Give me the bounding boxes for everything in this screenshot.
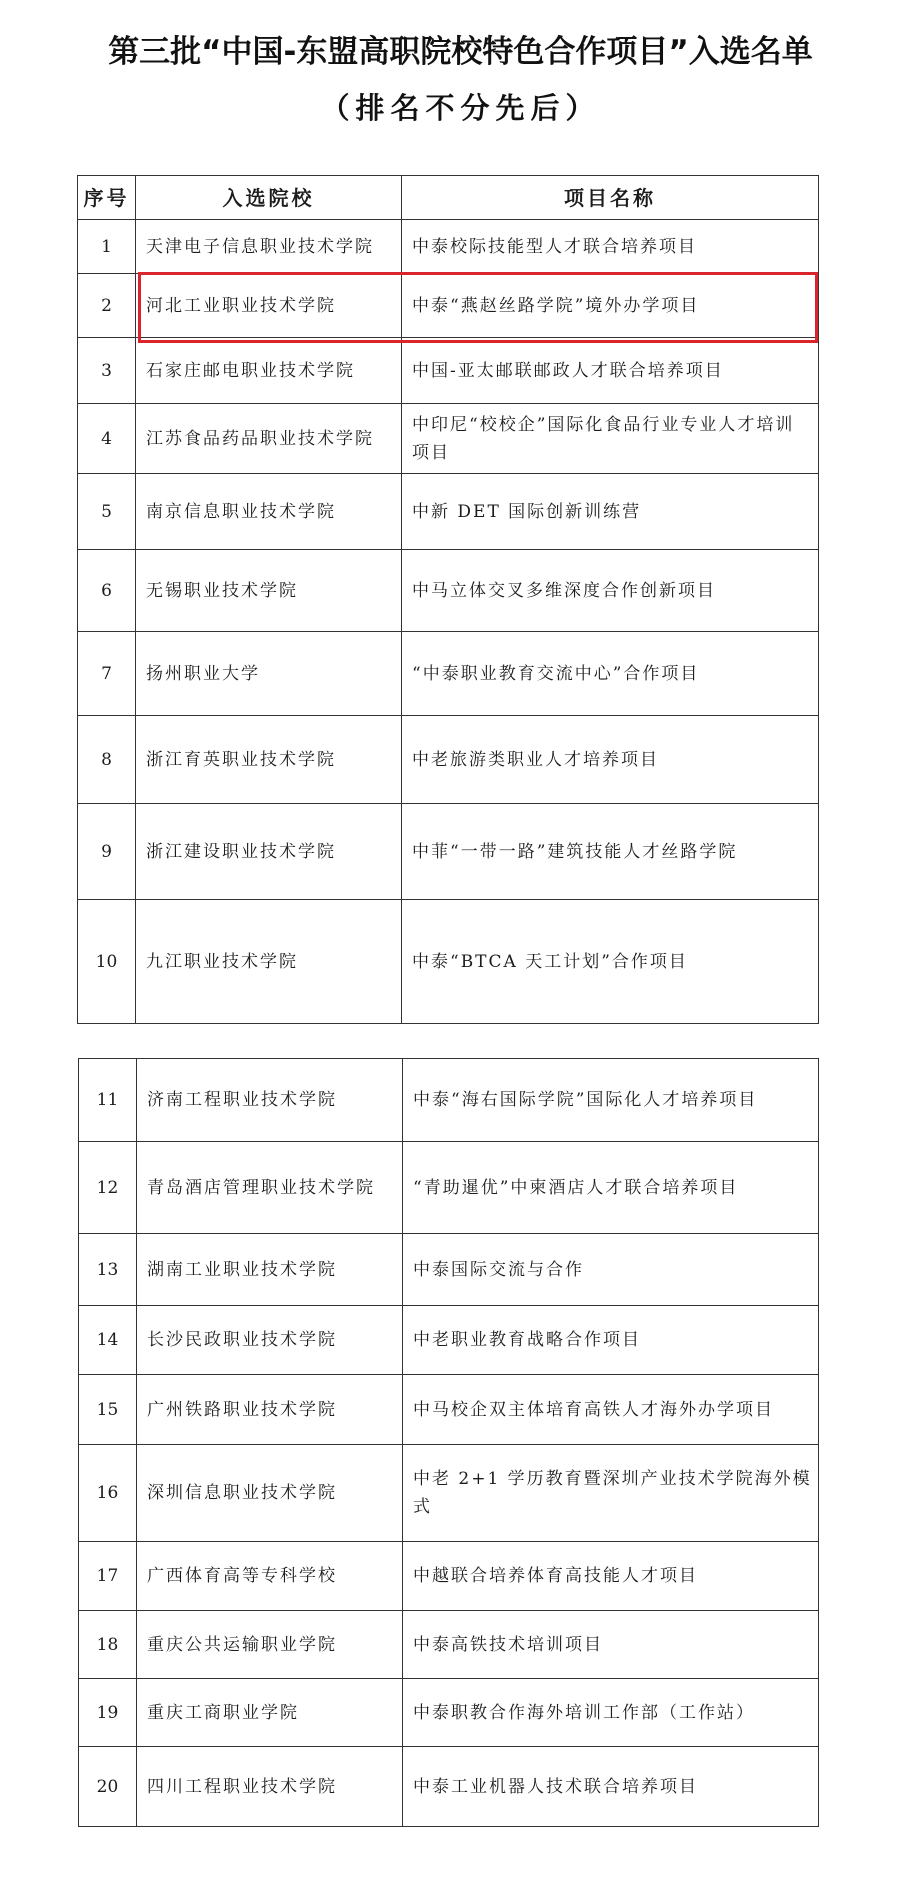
row-school: 南京信息职业技术学院 bbox=[136, 474, 402, 550]
row-school: 浙江建设职业技术学院 bbox=[136, 804, 402, 900]
table-row bbox=[79, 1679, 819, 1747]
row-project: 中泰工业机器人技术联合培养项目 bbox=[403, 1747, 819, 1827]
table-row bbox=[78, 474, 819, 550]
row-school: 青岛酒店管理职业技术学院 bbox=[137, 1142, 403, 1234]
row-school: 深圳信息职业技术学院 bbox=[137, 1445, 403, 1542]
row-school: 四川工程职业技术学院 bbox=[137, 1747, 403, 1827]
selection-table-part2 bbox=[78, 1058, 819, 1827]
row-index: 5 bbox=[78, 474, 136, 550]
row-index: 18 bbox=[79, 1611, 137, 1679]
row-project: 中泰校际技能型人才联合培养项目 bbox=[402, 220, 819, 274]
row-school: 重庆工商职业学院 bbox=[137, 1679, 403, 1747]
table-row bbox=[79, 1747, 819, 1827]
table-row bbox=[78, 550, 819, 632]
row-project: 中泰职教合作海外培训工作部（工作站） bbox=[403, 1679, 819, 1747]
row-school: 长沙民政职业技术学院 bbox=[137, 1306, 403, 1375]
table-row bbox=[79, 1306, 819, 1375]
table-row bbox=[78, 404, 819, 474]
row-project: 中老旅游类职业人才培养项目 bbox=[402, 716, 819, 804]
table-row bbox=[79, 1611, 819, 1679]
header-school: 入选院校 bbox=[136, 176, 402, 220]
selection-table-part1 bbox=[77, 175, 819, 1024]
table-row-highlighted bbox=[78, 274, 819, 338]
row-index: 4 bbox=[78, 404, 136, 474]
table-row bbox=[79, 1142, 819, 1234]
row-project: 中泰“BTCA 天工计划”合作项目 bbox=[402, 900, 819, 1024]
row-project: “青助暹优”中柬酒店人才联合培养项目 bbox=[403, 1142, 819, 1234]
row-school: 重庆公共运输职业学院 bbox=[137, 1611, 403, 1679]
row-project: 中印尼“校校企”国际化食品行业专业人才培训项目 bbox=[402, 404, 819, 474]
table-row bbox=[78, 632, 819, 716]
row-project: 中泰高铁技术培训项目 bbox=[403, 1611, 819, 1679]
row-index: 15 bbox=[79, 1375, 137, 1445]
row-school: 江苏食品药品职业技术学院 bbox=[136, 404, 402, 474]
row-project: 中新 DET 国际创新训练营 bbox=[402, 474, 819, 550]
table-row bbox=[79, 1445, 819, 1542]
row-project: 中马校企双主体培育高铁人才海外办学项目 bbox=[403, 1375, 819, 1445]
row-school: 天津电子信息职业技术学院 bbox=[136, 220, 402, 274]
row-school: 九江职业技术学院 bbox=[136, 900, 402, 1024]
row-project: 中泰“海右国际学院”国际化人才培养项目 bbox=[403, 1059, 819, 1142]
row-index: 17 bbox=[79, 1542, 137, 1611]
row-school: 济南工程职业技术学院 bbox=[137, 1059, 403, 1142]
table-row bbox=[79, 1542, 819, 1611]
row-school: 扬州职业大学 bbox=[136, 632, 402, 716]
header-index: 序号 bbox=[78, 176, 136, 220]
table-row bbox=[79, 1059, 819, 1142]
row-school: 广州铁路职业技术学院 bbox=[137, 1375, 403, 1445]
row-school: 广西体育高等专科学校 bbox=[137, 1542, 403, 1611]
row-project: 中越联合培养体育高技能人才项目 bbox=[403, 1542, 819, 1611]
table-row bbox=[79, 1234, 819, 1306]
row-index: 6 bbox=[78, 550, 136, 632]
row-index: 7 bbox=[78, 632, 136, 716]
row-project: 中菲“一带一路”建筑技能人才丝路学院 bbox=[402, 804, 819, 900]
row-project: 中马立体交叉多维深度合作创新项目 bbox=[402, 550, 819, 632]
row-school: 河北工业职业技术学院 bbox=[136, 274, 402, 338]
row-index: 8 bbox=[78, 716, 136, 804]
row-index: 2 bbox=[78, 274, 136, 338]
row-school: 无锡职业技术学院 bbox=[136, 550, 402, 632]
row-index: 16 bbox=[79, 1445, 137, 1542]
row-school: 湖南工业职业技术学院 bbox=[137, 1234, 403, 1306]
row-project: 中老 2+1 学历教育暨深圳产业技术学院海外模式 bbox=[403, 1445, 819, 1542]
row-project: “中泰职业教育交流中心”合作项目 bbox=[402, 632, 819, 716]
row-index: 11 bbox=[79, 1059, 137, 1142]
table-row bbox=[78, 900, 819, 1024]
row-index: 10 bbox=[78, 900, 136, 1024]
row-index: 13 bbox=[79, 1234, 137, 1306]
row-school: 浙江育英职业技术学院 bbox=[136, 716, 402, 804]
row-index: 12 bbox=[79, 1142, 137, 1234]
row-index: 9 bbox=[78, 804, 136, 900]
row-project: 中老职业教育战略合作项目 bbox=[403, 1306, 819, 1375]
page-subtitle: （排名不分先后） bbox=[320, 91, 601, 125]
table-header-row bbox=[78, 176, 819, 220]
row-school: 石家庄邮电职业技术学院 bbox=[136, 338, 402, 404]
page-title: 第三批“中国-东盟高职院校特色合作项目”入选名单 bbox=[108, 34, 813, 70]
row-project: 中泰国际交流与合作 bbox=[403, 1234, 819, 1306]
row-index: 3 bbox=[78, 338, 136, 404]
table-row bbox=[78, 716, 819, 804]
row-index: 1 bbox=[78, 220, 136, 274]
table-row bbox=[78, 220, 819, 274]
row-project: 中国-亚太邮联邮政人才联合培养项目 bbox=[402, 338, 819, 404]
table-row bbox=[79, 1375, 819, 1445]
row-index: 19 bbox=[79, 1679, 137, 1747]
table-row bbox=[78, 338, 819, 404]
table-row bbox=[78, 804, 819, 900]
header-project: 项目名称 bbox=[402, 176, 819, 220]
row-project: 中泰“燕赵丝路学院”境外办学项目 bbox=[402, 274, 819, 338]
row-index: 20 bbox=[79, 1747, 137, 1827]
row-index: 14 bbox=[79, 1306, 137, 1375]
